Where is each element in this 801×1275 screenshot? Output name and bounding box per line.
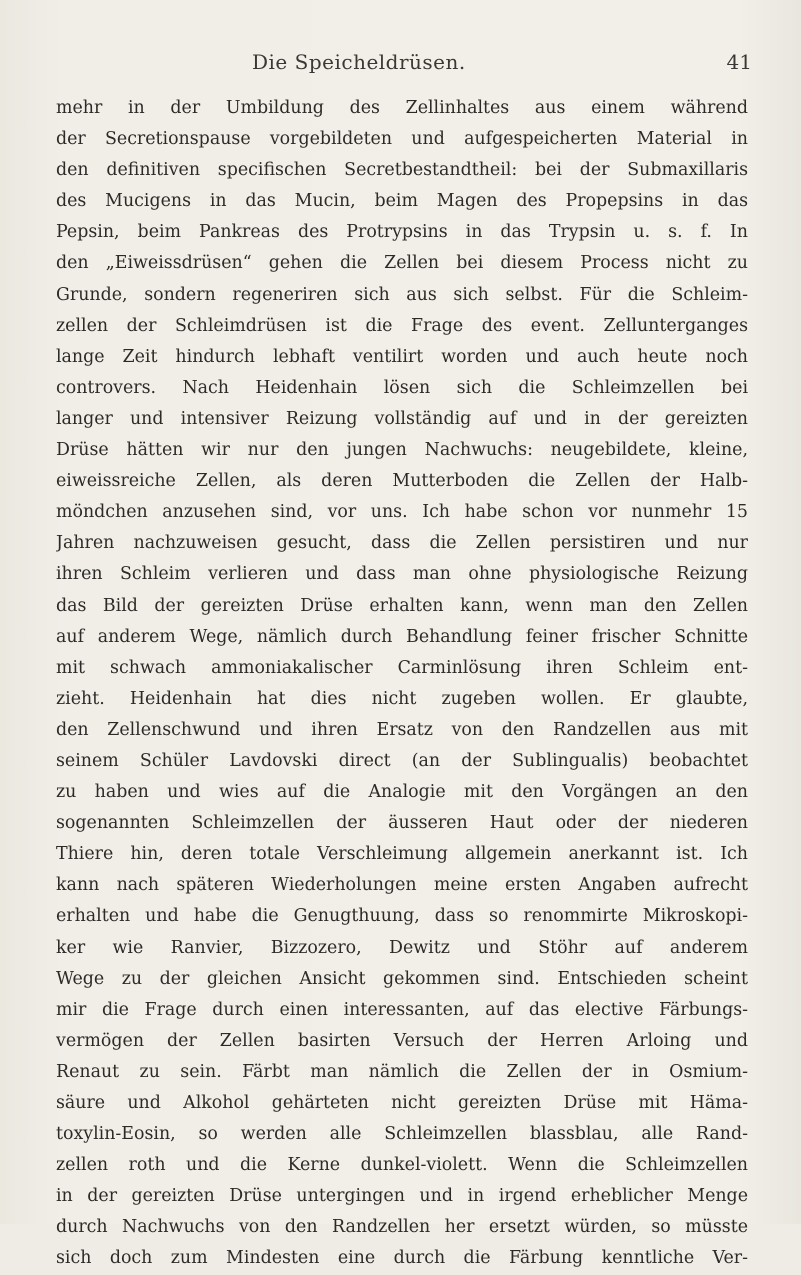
text-line: langer und intensiver Reizung vollständig auf und in der gereizten — [56, 408, 748, 429]
text-line: durch Nachwuchs von den Randzellen her ersetzt würden, so müsste — [56, 1217, 748, 1238]
text-line: Pepsin, beim Pankreas des Protrypsins in das Trypsin u. s. f. In — [56, 222, 748, 243]
text-line: Drüse hätten wir nur den jungen Nachwuchs: neugebildete, kleine, — [56, 440, 748, 461]
text-line: zu haben und wies auf die Analogie mit den Vorgängen an den — [56, 782, 748, 803]
text-line: der Secretionspause vorgebildeten und aufgespeicherten Material in — [56, 129, 748, 150]
text-line: Jahren nachzuweisen gesucht, dass die Zellen persistiren und nur — [56, 533, 748, 554]
text-line: Wege zu der gleichen Ansicht gekommen sind. Entschieden scheint — [56, 968, 748, 989]
text-line: controvers. Nach Heidenhain lösen sich die Schleimzellen bei — [56, 377, 748, 398]
text-line: sich doch zum Mindesten eine durch die Färbung kenntliche Ver- — [56, 1248, 748, 1269]
text-line: ihren Schleim verlieren und dass man ohne physiologische Reizung — [56, 564, 748, 585]
text-line: den Zellenschwund und ihren Ersatz von den Randzellen aus mit — [56, 719, 748, 740]
text-line: in der gereizten Drüse untergingen und in irgend erheblicher Menge — [56, 1186, 748, 1207]
text-line: lange Zeit hindurch lebhaft ventilirt worden und auch heute noch — [56, 346, 748, 367]
text-line: säure und Alkohol gehärteten nicht gereizten Drüse mit Häma- — [56, 1093, 748, 1113]
text-line: mehr in der Umbildung des Zellinhaltes aus einem während — [56, 98, 748, 118]
text-line: seinem Schüler Lavdovski direct (an der Sublingualis) beobachtet — [56, 750, 748, 771]
text-line: eiweissreiche Zellen, als deren Mutterboden die Zellen der Halb- — [56, 471, 748, 492]
text-line: zellen der Schleimdrüsen ist die Frage des event. Zellunterganges — [56, 315, 748, 336]
text-line: Grunde, sondern regeneriren sich aus sich selbst. Für die Schleim- — [56, 284, 748, 305]
text-line: des Mucigens in das Mucin, beim Magen des Propepsins in das — [56, 191, 748, 212]
text-line: Renaut zu sein. Färbt man nämlich die Zellen der in Osmium- — [56, 1061, 748, 1082]
text-line: vermögen der Zellen basirten Versuch der Herren Arloing und — [56, 1030, 748, 1051]
text-line: zellen roth und die Kerne dunkel-violett. Wenn die Schleimzellen — [56, 1155, 748, 1176]
text-line: zieht. Heidenhain hat dies nicht zugeben wollen. Er glaubte, — [56, 688, 748, 709]
body-text — [56, 93, 748, 1275]
text-line: sogenannten Schleimzellen der äusseren Haut oder der niederen — [56, 813, 748, 834]
text-line: kann nach späteren Wiederholungen meine ersten Angaben aufrecht — [56, 875, 748, 896]
text-line: ker wie Ranvier, Bizzozero, Dewitz und Stöhr auf anderem — [56, 937, 748, 958]
text-line: das Bild der gereizten Drüse erhalten kann, wenn man den Zellen — [56, 595, 748, 616]
page-number: 41 — [726, 50, 752, 74]
text-line: möndchen anzusehen sind, vor uns. Ich habe schon vor nunmehr 15 — [56, 502, 748, 523]
text-line: den „Eiweissdrüsen“ gehen die Zellen bei diesem Process nicht zu — [56, 253, 748, 274]
running-header — [52, 50, 752, 80]
text-line: mir die Frage durch einen interessanten, auf das elective Färbungs- — [56, 999, 748, 1020]
text-line: den definitiven specifischen Secretbestandtheil: bei der Submaxillaris — [56, 160, 748, 181]
text-line: toxylin-Eosin, so werden alle Schleimzellen blassblau, alle Rand- — [56, 1124, 748, 1145]
text-line: Thiere hin, deren totale Verschleimung allgemein anerkannt ist. Ich — [56, 844, 748, 865]
text-line: erhalten und habe die Genugthuung, dass so renommirte Mikroskopi- — [56, 906, 748, 927]
text-line: auf anderem Wege, nämlich durch Behandlung feiner frischer Schnitte — [56, 626, 748, 647]
header-title: Die Speicheldrüsen. — [252, 50, 466, 74]
text-line: mit schwach ammoniakalischer Carminlösung ihren Schleim ent- — [56, 657, 748, 678]
